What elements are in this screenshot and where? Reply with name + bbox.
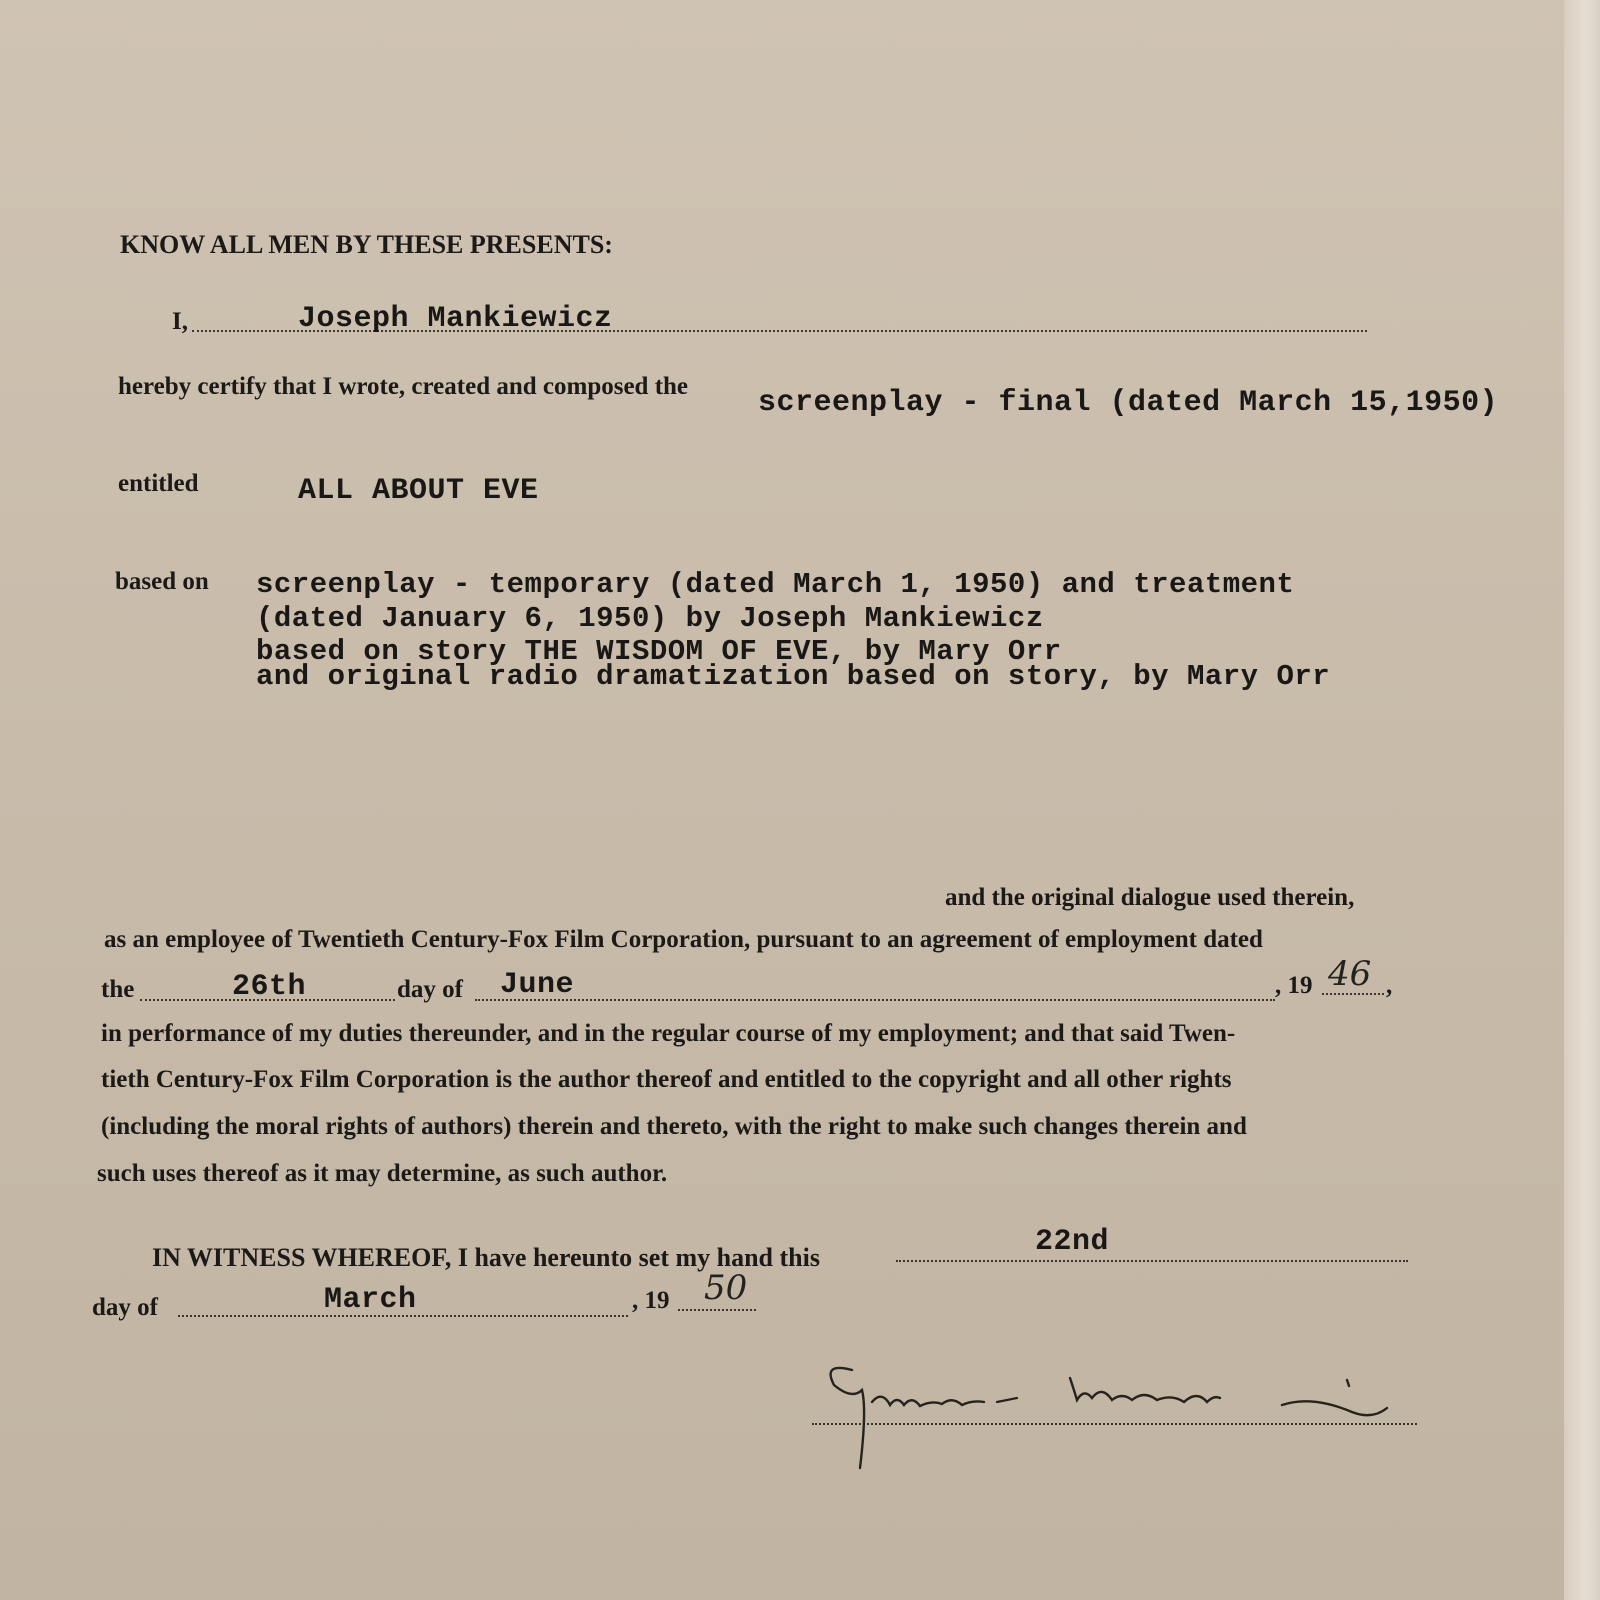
certifier-name: Joseph Mankiewicz bbox=[298, 302, 613, 336]
work-description: screenplay - final (dated March 15,1950) bbox=[758, 386, 1499, 420]
page-edge bbox=[1564, 0, 1600, 1600]
the-label: the bbox=[101, 976, 135, 1003]
paragraph-line-4: such uses thereof as it may determine, as such author. bbox=[97, 1160, 668, 1187]
signature-image bbox=[812, 1350, 1412, 1470]
employment-day: 26th bbox=[232, 970, 307, 1004]
witness-year: 50 bbox=[704, 1268, 748, 1308]
witness-year-prefix: , 19 bbox=[632, 1287, 670, 1314]
work-title: ALL ABOUT EVE bbox=[298, 474, 539, 508]
employment-year-prefix: , 19 bbox=[1275, 972, 1313, 999]
employment-year-suffix: , bbox=[1386, 972, 1393, 999]
employment-day-of-label: day of bbox=[397, 976, 463, 1003]
based-on-line-4: and original radio dramatization based on story, by Mary Orr bbox=[256, 660, 1331, 693]
employment-month: June bbox=[500, 968, 575, 1002]
heading: KNOW ALL MEN BY THESE PRESENTS: bbox=[120, 230, 613, 259]
paragraph-line-3: (including the moral rights of authors) therein and thereto, with the right to make such changes therein and bbox=[101, 1113, 1247, 1140]
based-on-line-3: based on story THE WISDOM OF EVE, by Mary Orr bbox=[256, 635, 1062, 668]
employment-year: 46 bbox=[1328, 954, 1372, 994]
paragraph-line-2: tieth Century-Fox Film Corporation is the author thereof and entitled to the copyright and all other rights bbox=[101, 1066, 1232, 1093]
dialogue-clause: and the original dialogue used therein, bbox=[945, 884, 1355, 911]
witness-year-dotted-line bbox=[678, 1309, 756, 1311]
witness-day-of-label: day of bbox=[92, 1294, 158, 1321]
witness-day: 22nd bbox=[1035, 1225, 1110, 1259]
paragraph-line-1: in performance of my duties thereunder, and in the regular course of my employment; and that said Twen- bbox=[101, 1020, 1236, 1047]
based-on-line-1: screenplay - temporary (dated March 1, 1950) and treatment bbox=[256, 568, 1295, 601]
entitled-label: entitled bbox=[118, 470, 199, 497]
based-on-line-2: (dated January 6, 1950) by Joseph Mankiewicz bbox=[256, 602, 1044, 635]
employment-line: as an employee of Twentieth Century-Fox Film Corporation, pursuant to an agreement of employment dated bbox=[104, 926, 1263, 953]
witness-clause: IN WITNESS WHEREOF, I have hereunto set my hand this bbox=[152, 1243, 820, 1272]
certifier-prefix: I, bbox=[172, 308, 188, 335]
witness-month: March bbox=[324, 1283, 417, 1317]
certify-label: hereby certify that I wrote, created and composed the bbox=[118, 373, 689, 400]
based-on-label: based on bbox=[115, 568, 209, 595]
month-dotted-line bbox=[475, 999, 1275, 1001]
witness-day-dotted-line bbox=[896, 1260, 1408, 1262]
